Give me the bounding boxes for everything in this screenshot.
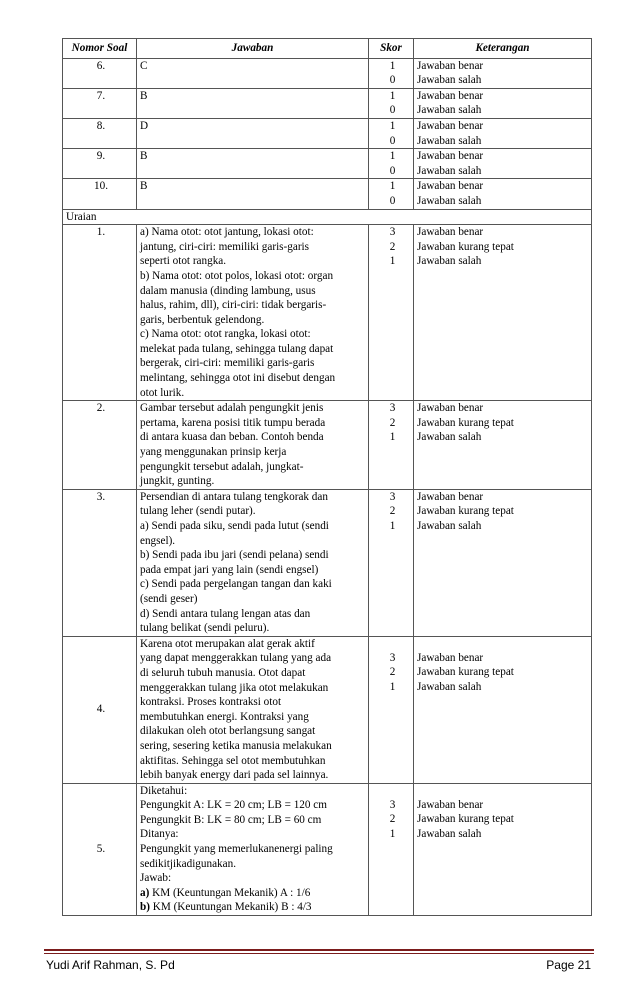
table-row	[63, 179, 592, 209]
score-value: 1	[389, 680, 396, 693]
answer-line: pertama, karena posisi titik tumpu berada	[140, 416, 326, 429]
score-value: 1	[389, 59, 396, 72]
answer-line: yang dapat menggerakkan tulang yang ada	[140, 652, 332, 665]
remark-text: Jawaban salah	[417, 827, 482, 840]
score-value: 1	[389, 89, 396, 102]
answer-line: pada empat jari yang lain (sendi engsel)	[140, 563, 319, 576]
answer-line: a) Nama otot: otot jantung, lokasi otot:	[140, 226, 314, 239]
score-value: 3	[389, 402, 396, 415]
answer-cell	[137, 783, 369, 915]
score-value: 1	[389, 431, 396, 444]
answer-line: lebih banyak energy dari pada sel lainnya.	[140, 769, 329, 782]
answer-line	[140, 900, 368, 915]
table-row	[63, 783, 592, 915]
score-value: 0	[389, 74, 396, 87]
score-cell	[369, 88, 414, 118]
answer-line: Persendian di antara tulang tengkorak dan	[140, 490, 328, 503]
question-number: 7.	[63, 88, 137, 118]
answer-line: Pengungkit B: LK = 80 cm; LB = 60 cm	[140, 813, 322, 826]
remark-text: Jawaban benar	[417, 59, 484, 72]
remarks-cell	[414, 489, 592, 636]
question-number: 1.	[63, 225, 137, 401]
answer-line: Karena otot merupakan alat gerak aktif	[140, 637, 315, 650]
score-cell	[369, 225, 414, 401]
answer-line: menggerakkan tulang jika otot melakukan	[140, 681, 329, 694]
header-skor: Skor	[369, 39, 414, 59]
remarks-cell	[414, 179, 592, 209]
answer-line: di antara kuasa dan beban. Contoh benda	[140, 431, 324, 444]
answer-option-prefix: a)	[140, 886, 150, 899]
remark-text: Jawaban benar	[417, 150, 484, 163]
remark-text: Jawaban benar	[417, 226, 484, 239]
answer-cell	[137, 636, 369, 783]
answer-line: seperti otot rangka.	[140, 255, 227, 268]
table-row	[63, 118, 592, 148]
question-number: 6.	[63, 58, 137, 88]
answer-line: di seluruh tubuh manusia. Otot dapat	[140, 666, 306, 679]
table-header-row	[63, 39, 592, 59]
remarks-cell	[414, 401, 592, 490]
table-row	[63, 636, 592, 783]
table-row	[63, 225, 592, 401]
answer-cell: C	[137, 58, 369, 88]
score-value: 2	[389, 240, 396, 253]
question-number: 5.	[63, 783, 137, 915]
answer-line: d) Sendi antara tulang lengan atas dan	[140, 607, 311, 620]
answer-line	[140, 886, 368, 901]
remark-text: Jawaban benar	[417, 89, 484, 102]
table-body	[63, 58, 592, 915]
remark-text: Jawaban salah	[417, 134, 482, 147]
remark-text: Jawaban benar	[417, 180, 484, 193]
answer-cell	[137, 401, 369, 490]
question-number: 10.	[63, 179, 137, 209]
table-row	[63, 401, 592, 490]
question-number: 4.	[63, 636, 137, 783]
answer-line: b) Sendi pada ibu jari (sendi pelana) sendi	[140, 549, 329, 562]
remark-text: Jawaban kurang tepat	[417, 666, 514, 679]
score-cell	[369, 783, 414, 915]
score-value: 0	[389, 104, 396, 117]
section-label-uraian: Uraian	[63, 209, 592, 225]
answer-line: a) Sendi pada siku, sendi pada lutut (sendi	[140, 520, 329, 532]
answer-cell	[137, 225, 369, 401]
answer-line: membutuhkan energi. Kontraksi yang	[140, 710, 309, 723]
remark-text: Jawaban benar	[417, 119, 484, 132]
table-row	[63, 149, 592, 179]
score-value: 1	[389, 180, 396, 193]
answer-line: Gambar tersebut adalah pengungkit jenis	[140, 402, 324, 415]
remark-text: Jawaban salah	[417, 431, 482, 444]
answer-line: Pengungkit yang memerlukanenergi paling	[140, 843, 333, 856]
footer-page-number: Page 21	[546, 958, 591, 972]
score-value: 0	[389, 164, 396, 177]
remark-text: Jawaban kurang tepat	[417, 416, 514, 429]
answer-line: tulang leher (sendi putar).	[140, 505, 256, 518]
question-number: 9.	[63, 149, 137, 179]
answer-line: jantung, ciri-ciri: memiliki garis-garis	[140, 240, 310, 253]
answer-line: otot lurik.	[140, 386, 185, 399]
answer-line: melekat pada tulang, sehingga tulang dapat	[140, 342, 334, 355]
score-value: 1	[389, 520, 396, 532]
footer-rule-thick	[44, 949, 594, 951]
remark-text: Jawaban kurang tepat	[417, 240, 514, 253]
answer-cell: B	[137, 179, 369, 209]
score-cell	[369, 489, 414, 636]
remark-text: Jawaban kurang tepat	[417, 813, 514, 826]
score-value: 0	[389, 194, 396, 207]
score-value: 2	[389, 813, 396, 826]
question-number: 8.	[63, 118, 137, 148]
table-row	[63, 88, 592, 118]
remarks-cell	[414, 118, 592, 148]
remark-text: Jawaban benar	[417, 798, 484, 811]
table-row	[63, 58, 592, 88]
answer-line: sedikitjikadigunakan.	[140, 857, 237, 870]
remark-text: Jawaban salah	[417, 104, 482, 117]
answer-line: halus, rahim, dll), ciri-ciri: tidak bergaris-	[140, 299, 327, 312]
answer-line: Ditanya:	[140, 828, 179, 841]
answer-cell: B	[137, 88, 369, 118]
answer-line: Pengungkit A: LK = 20 cm; LB = 120 cm	[140, 799, 327, 812]
answer-line: melintang, sehingga otot ini disebut dengan	[140, 372, 336, 385]
score-value: 3	[389, 490, 396, 503]
score-value: 3	[389, 651, 396, 664]
remark-text: Jawaban salah	[417, 74, 482, 87]
score-cell	[369, 58, 414, 88]
answer-cell	[137, 489, 369, 636]
score-cell	[369, 401, 414, 490]
answer-line: aktifitas. Sehingga sel otot membutuhkan	[140, 754, 326, 767]
remark-text: Jawaban salah	[417, 255, 482, 268]
header-jawaban: Jawaban	[137, 39, 369, 59]
answer-line: dilakukan oleh otot berlangsung sangat	[140, 725, 316, 738]
footer-author: Yudi Arif Rahman, S. Pd	[46, 958, 175, 972]
question-number: 3.	[63, 489, 137, 636]
score-value: 1	[389, 119, 396, 132]
section-row	[63, 209, 592, 225]
score-cell	[369, 149, 414, 179]
answer-line: b) Nama otot: otot polos, lokasi otot: organ	[140, 269, 334, 282]
answer-option-text: KM (Keuntungan Mekanik) B : 4/3	[149, 901, 312, 914]
score-cell	[369, 179, 414, 209]
score-value: 0	[389, 134, 396, 147]
header-keterangan: Keterangan	[414, 39, 592, 59]
score-value: 2	[389, 666, 396, 679]
answer-line: (sendi geser)	[140, 592, 198, 605]
answer-line: sering, sesering ketika manusia melakukan	[140, 739, 332, 752]
remark-text: Jawaban salah	[417, 680, 482, 693]
answer-option-prefix: b)	[140, 901, 150, 914]
remark-text: Jawaban benar	[417, 651, 484, 664]
answer-line: kontraksi. Proses kontraksi otot	[140, 696, 282, 709]
remarks-cell	[414, 149, 592, 179]
answer-cell: D	[137, 118, 369, 148]
score-cell	[369, 118, 414, 148]
remarks-cell	[414, 636, 592, 783]
answer-line: engsel).	[140, 534, 176, 547]
remark-text: Jawaban benar	[417, 490, 484, 503]
score-value: 3	[389, 226, 396, 239]
question-number: 2.	[63, 401, 137, 490]
score-value: 3	[389, 798, 396, 811]
answer-line: bergerak, ciri-ciri: memiliki garis-garis	[140, 357, 315, 370]
answer-line: Jawab:	[140, 872, 172, 885]
score-value: 1	[389, 150, 396, 163]
score-value: 2	[389, 505, 396, 518]
remarks-cell	[414, 783, 592, 915]
answer-key-table	[62, 38, 592, 916]
answer-line: yang menggunakan prinsip kerja	[140, 446, 287, 459]
remark-text: Jawaban salah	[417, 164, 482, 177]
answer-cell: B	[137, 149, 369, 179]
remark-text: Jawaban benar	[417, 402, 484, 415]
answer-line: jungkit, gunting.	[140, 475, 215, 488]
remark-text: Jawaban kurang tepat	[417, 505, 514, 518]
remarks-cell	[414, 88, 592, 118]
answer-line: pengungkit tersebut adalah, jungkat-	[140, 460, 304, 473]
score-value: 1	[389, 255, 396, 268]
remarks-cell	[414, 225, 592, 401]
remarks-cell	[414, 58, 592, 88]
table-row	[63, 489, 592, 636]
answer-line: dalam manusia (dinding lambung, usus	[140, 284, 316, 297]
answer-line: Diketahui:	[140, 784, 188, 797]
answer-line: tulang belikat (sendi peluru).	[140, 622, 270, 635]
answer-line: c) Nama otot: otot rangka, lokasi otot:	[140, 328, 311, 341]
score-value: 1	[389, 827, 396, 840]
answer-option-text: KM (Keuntungan Mekanik) A : 1/6	[149, 886, 311, 899]
remark-text: Jawaban salah	[417, 194, 482, 207]
answer-line: c) Sendi pada pergelangan tangan dan kaki	[140, 578, 332, 591]
header-nomor-soal: Nomor Soal	[63, 39, 137, 59]
score-cell	[369, 636, 414, 783]
answer-line: garis, berbentuk gelendong.	[140, 313, 265, 326]
score-value: 2	[389, 416, 396, 429]
remark-text: Jawaban salah	[417, 520, 482, 532]
footer-rule-thin	[44, 953, 594, 954]
